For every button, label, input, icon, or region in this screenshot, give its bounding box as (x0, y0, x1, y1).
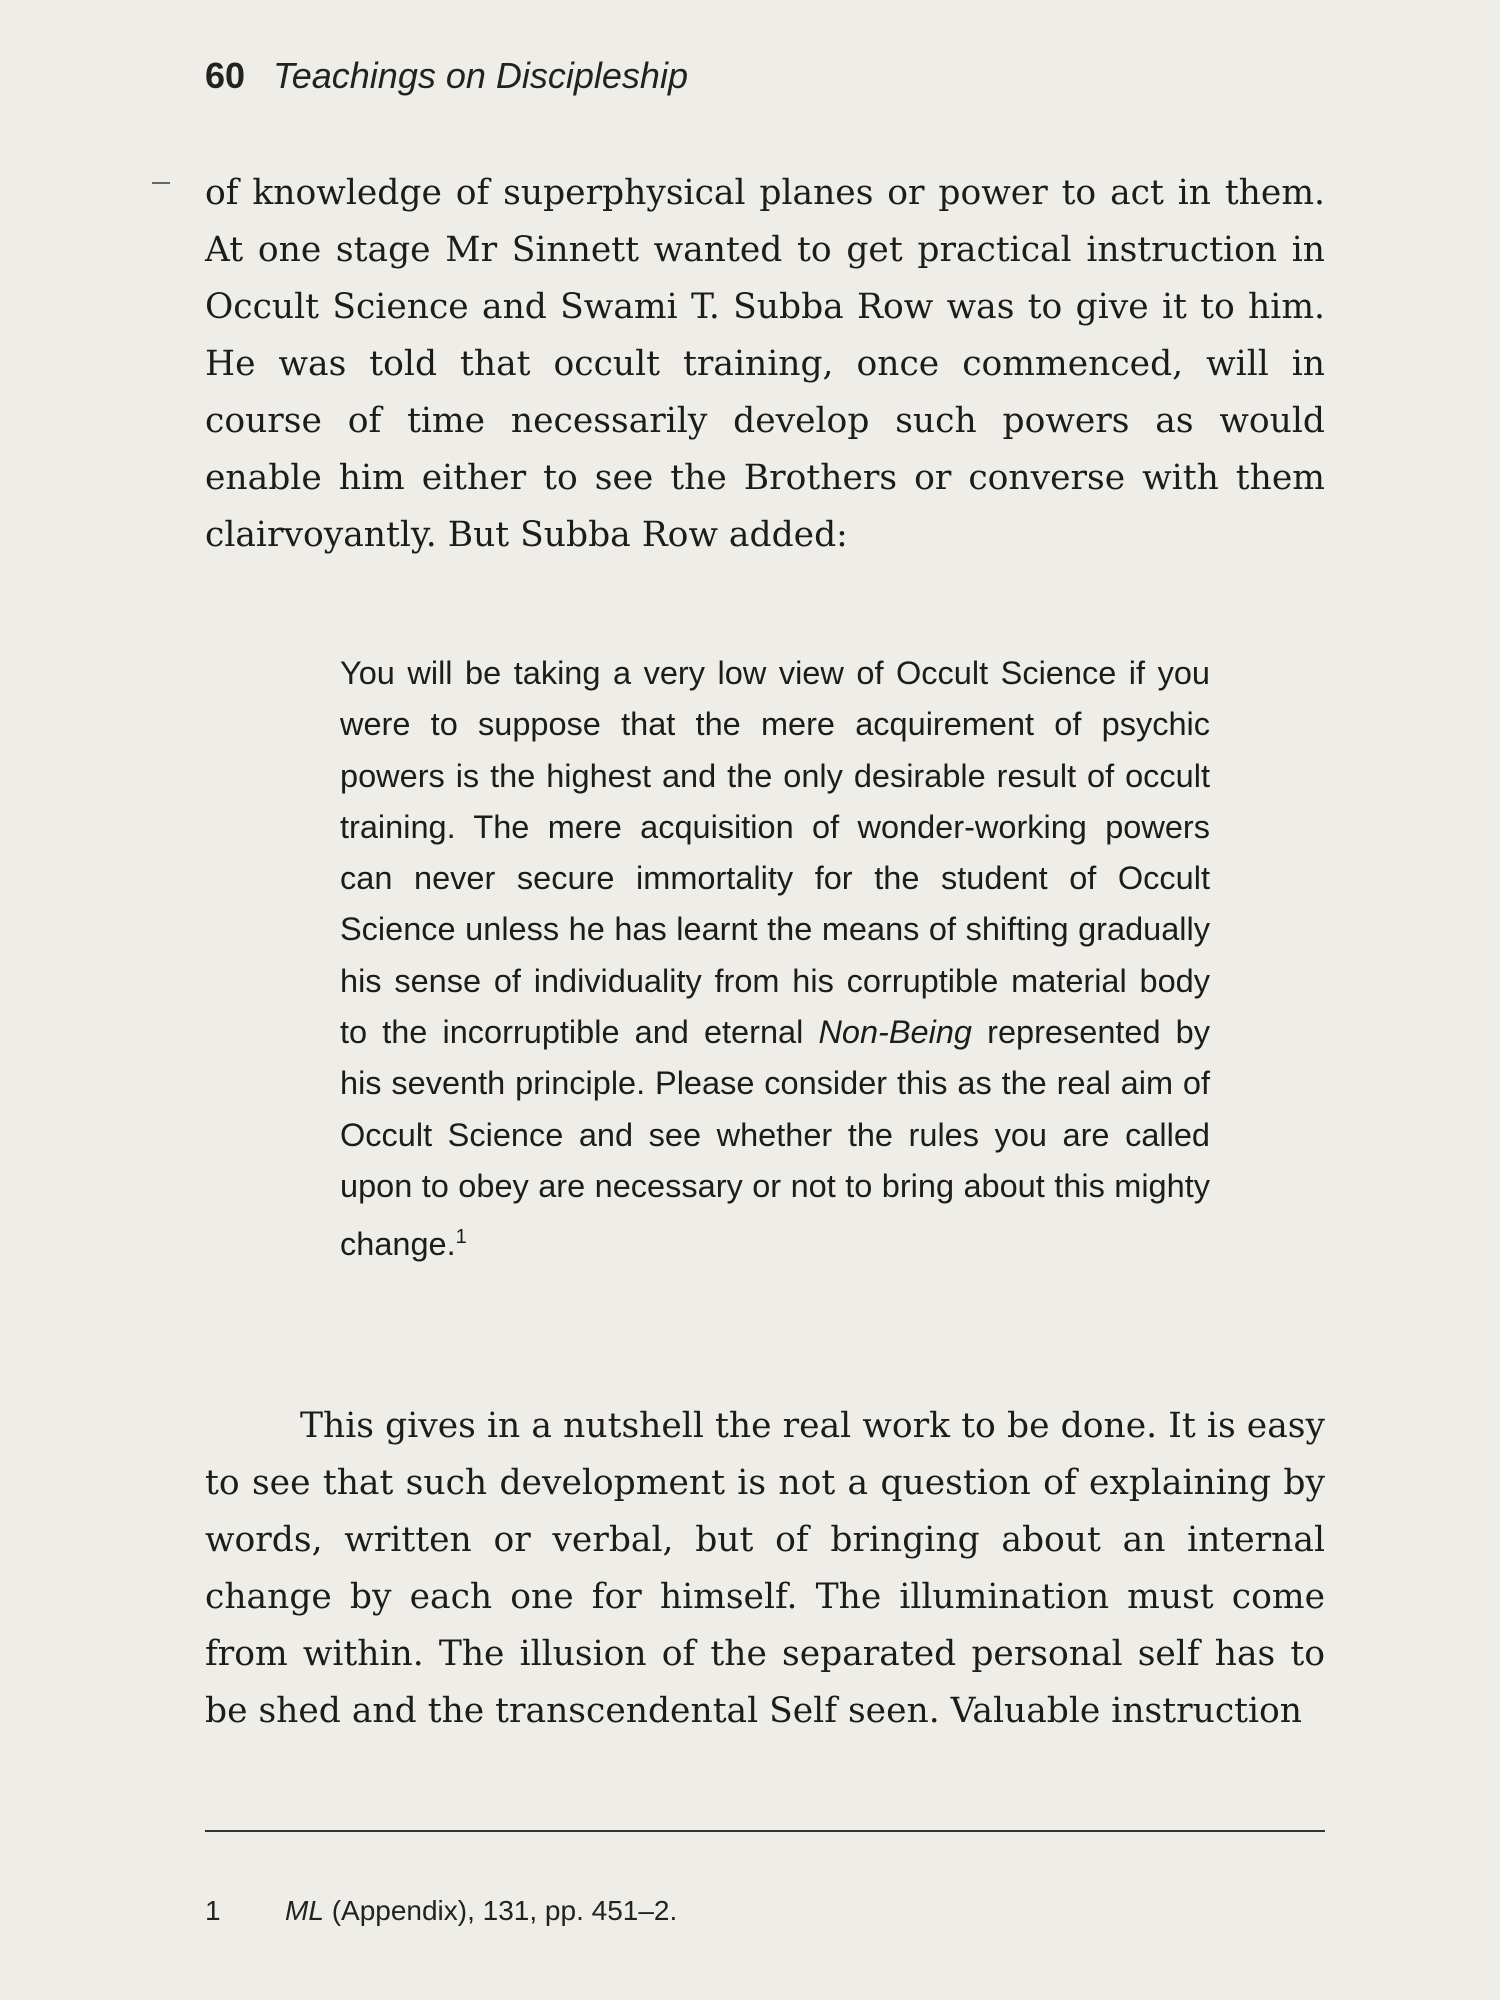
footnote-source-abbrev: ML (285, 1895, 324, 1926)
quote-emphasis: Non-Being (818, 1014, 973, 1051)
footnote-divider (205, 1830, 1325, 1832)
block-quote (340, 648, 1210, 1270)
quote-text-before: You will be taking a very low view of Occult Science if you were to suppose that the mere acquirement of psychic powers is the highest and the only desirable result of occult training. The mere acquisition of wonder-working powers can never secure immortality for the student of Occult Science unless he has learnt the means of shifting gradually his sense of individuality from his corruptible material body to the incorruptible and eternal (340, 655, 1210, 1051)
paragraph-1: of knowledge of superphysical planes or power to act in them. At one stage Mr Sinnett wanted to get practical instruction in Occult Science and Swami T. Subba Row was to give it to him. He was told that occult training, once commenced, will in course of time necessarily develop such powers as would enable him either to see the Brothers or converse with them clairvoyantly. But Subba Row added: (205, 173, 1325, 555)
page-number: 60 (205, 55, 246, 96)
running-header (205, 55, 1325, 105)
quote-text-after: represented by his seventh principle. Please consider this as the real aim of Occult Science and see whether the rules you are called upon to obey are necessary or not to bring about this mighty change. (340, 1014, 1211, 1263)
margin-mark (152, 182, 170, 184)
footnote (205, 1895, 1325, 1927)
book-title: Teachings on Discipleship (273, 55, 688, 96)
footnote-source-detail: (Appendix), 131, pp. 451–2. (331, 1895, 678, 1926)
footnote-number: 1 (205, 1895, 221, 1926)
footnote-reference[interactable]: 1 (455, 1226, 467, 1249)
paragraph-2: This gives in a nutshell the real work to be done. It is easy to see that such development is not a question of explaining by words, written or verbal, but of bringing about an internal change by each one for himself. The illumination must come from within. The illusion of the separated personal self has to be shed and the transcendental Self seen. Valuable instruction (205, 1406, 1325, 1731)
